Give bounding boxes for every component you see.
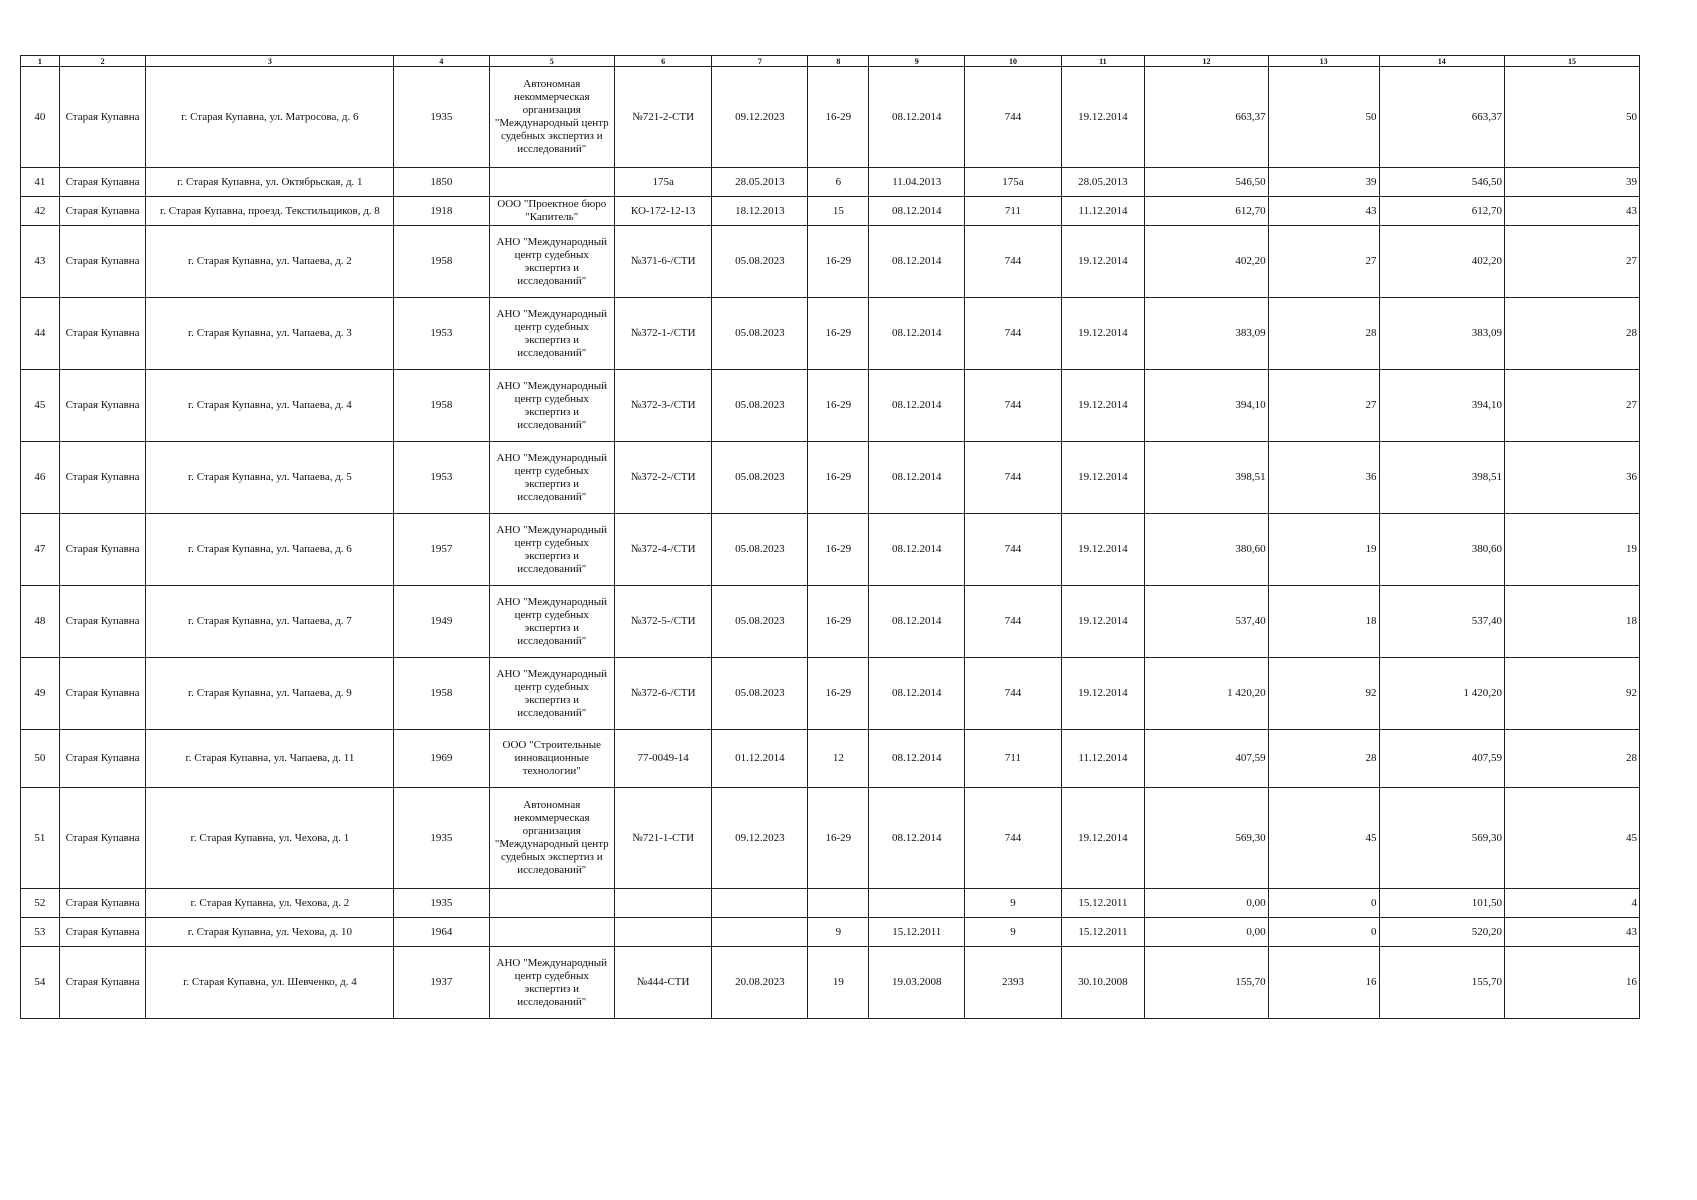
col10-cell: 744 — [965, 514, 1061, 586]
document-date-cell: 05.08.2023 — [712, 226, 808, 298]
col12-cell: 407,59 — [1145, 730, 1268, 788]
table-row — [21, 788, 1640, 889]
col10-cell: 9 — [965, 918, 1061, 947]
col11-cell: 19.12.2014 — [1061, 514, 1145, 586]
table-row — [21, 197, 1640, 226]
document-number-cell — [615, 889, 712, 918]
address-cell: г. Старая Купавна, ул. Чапаева, д. 6 — [146, 514, 394, 586]
settlement-cell: Старая Купавна — [59, 730, 146, 788]
document-date-cell: 20.08.2023 — [712, 947, 808, 1019]
settlement-cell: Старая Купавна — [59, 889, 146, 918]
col13-cell: 19 — [1268, 514, 1379, 586]
table-row — [21, 298, 1640, 370]
year-cell: 1935 — [394, 67, 489, 168]
row-number: 40 — [21, 67, 60, 168]
col14-cell: 402,20 — [1379, 226, 1505, 298]
organization-cell: АНО "Международный центр судебных экспертиз и исследований" — [489, 947, 615, 1019]
year-cell: 1958 — [394, 226, 489, 298]
col14-cell: 663,37 — [1379, 67, 1505, 168]
col12-cell: 155,70 — [1145, 947, 1268, 1019]
year-cell: 1957 — [394, 514, 489, 586]
settlement-cell: Старая Купавна — [59, 514, 146, 586]
settlement-cell: Старая Купавна — [59, 586, 146, 658]
address-cell: г. Старая Купавна, ул. Чапаева, д. 11 — [146, 730, 394, 788]
col12-cell: 546,50 — [1145, 168, 1268, 197]
document-date-cell: 05.08.2023 — [712, 658, 808, 730]
col9-cell: 11.04.2013 — [869, 168, 965, 197]
document-date-cell: 05.08.2023 — [712, 298, 808, 370]
address-cell: г. Старая Купавна, ул. Чапаева, д. 2 — [146, 226, 394, 298]
settlement-cell: Старая Купавна — [59, 370, 146, 442]
document-number-cell: 77-0049-14 — [615, 730, 712, 788]
col14-cell: 1 420,20 — [1379, 658, 1505, 730]
col14-cell: 380,60 — [1379, 514, 1505, 586]
document-number-cell: №372-6-/СТИ — [615, 658, 712, 730]
col15-cell: 27 — [1505, 226, 1640, 298]
year-cell: 1969 — [394, 730, 489, 788]
col10-cell: 744 — [965, 298, 1061, 370]
col15-cell: 27 — [1505, 370, 1640, 442]
settlement-cell: Старая Купавна — [59, 947, 146, 1019]
col14-cell: 612,70 — [1379, 197, 1505, 226]
col14-cell: 407,59 — [1379, 730, 1505, 788]
table-row — [21, 370, 1640, 442]
col12-cell: 1 420,20 — [1145, 658, 1268, 730]
col11-cell: 19.12.2014 — [1061, 586, 1145, 658]
address-cell: г. Старая Купавна, ул. Чапаева, д. 7 — [146, 586, 394, 658]
table-row — [21, 918, 1640, 947]
table-row — [21, 586, 1640, 658]
year-cell: 1949 — [394, 586, 489, 658]
col14-cell: 101,50 — [1379, 889, 1505, 918]
table-row — [21, 730, 1640, 788]
table-row — [21, 658, 1640, 730]
row-number: 41 — [21, 168, 60, 197]
table-row — [21, 889, 1640, 918]
settlement-cell: Старая Купавна — [59, 298, 146, 370]
col9-cell: 08.12.2014 — [869, 298, 965, 370]
column-number: 12 — [1145, 56, 1268, 67]
col11-cell: 11.12.2014 — [1061, 730, 1145, 788]
column-number: 1 — [21, 56, 60, 67]
col10-cell: 2393 — [965, 947, 1061, 1019]
col11-cell: 19.12.2014 — [1061, 226, 1145, 298]
settlement-cell: Старая Купавна — [59, 67, 146, 168]
document-date-cell: 28.05.2013 — [712, 168, 808, 197]
document-number-cell: №372-1-/СТИ — [615, 298, 712, 370]
row-number: 44 — [21, 298, 60, 370]
document-date-cell: 09.12.2023 — [712, 67, 808, 168]
row-number: 46 — [21, 442, 60, 514]
col13-cell: 18 — [1268, 586, 1379, 658]
address-cell: г. Старая Купавна, ул. Чехова, д. 10 — [146, 918, 394, 947]
col13-cell: 16 — [1268, 947, 1379, 1019]
organization-cell: ООО "Строительные инновационные технологии" — [489, 730, 615, 788]
table-row — [21, 442, 1640, 514]
organization-cell: АНО "Международный центр судебных экспертиз и исследований" — [489, 442, 615, 514]
col10-cell: 744 — [965, 370, 1061, 442]
year-cell: 1935 — [394, 788, 489, 889]
col10-cell: 175а — [965, 168, 1061, 197]
col11-cell: 11.12.2014 — [1061, 197, 1145, 226]
col15-cell: 43 — [1505, 197, 1640, 226]
col11-cell: 15.12.2011 — [1061, 889, 1145, 918]
row-number: 52 — [21, 889, 60, 918]
col10-cell: 744 — [965, 67, 1061, 168]
year-cell: 1918 — [394, 197, 489, 226]
year-cell: 1935 — [394, 889, 489, 918]
col14-cell: 569,30 — [1379, 788, 1505, 889]
organization-cell: АНО "Международный центр судебных экспертиз и исследований" — [489, 586, 615, 658]
col15-cell: 50 — [1505, 67, 1640, 168]
col15-cell: 39 — [1505, 168, 1640, 197]
document-date-cell: 09.12.2023 — [712, 788, 808, 889]
organization-cell: АНО "Международный центр судебных экспертиз и исследований" — [489, 658, 615, 730]
organization-cell: АНО "Международный центр судебных экспертиз и исследований" — [489, 298, 615, 370]
col8-cell: 6 — [808, 168, 869, 197]
col9-cell: 08.12.2014 — [869, 442, 965, 514]
col12-cell: 402,20 — [1145, 226, 1268, 298]
document-number-cell: №372-2-/СТИ — [615, 442, 712, 514]
col14-cell: 383,09 — [1379, 298, 1505, 370]
address-cell: г. Старая Купавна, ул. Чапаева, д. 9 — [146, 658, 394, 730]
column-number: 13 — [1268, 56, 1379, 67]
col9-cell: 08.12.2014 — [869, 370, 965, 442]
year-cell: 1850 — [394, 168, 489, 197]
table-row — [21, 168, 1640, 197]
col11-cell: 19.12.2014 — [1061, 298, 1145, 370]
col13-cell: 0 — [1268, 918, 1379, 947]
settlement-cell: Старая Купавна — [59, 788, 146, 889]
year-cell: 1958 — [394, 658, 489, 730]
col10-cell: 744 — [965, 226, 1061, 298]
organization-cell: АНО "Международный центр судебных экспертиз и исследований" — [489, 226, 615, 298]
col9-cell: 08.12.2014 — [869, 197, 965, 226]
col15-cell: 45 — [1505, 788, 1640, 889]
column-number: 9 — [869, 56, 965, 67]
address-cell: г. Старая Купавна, ул. Шевченко, д. 4 — [146, 947, 394, 1019]
col15-cell: 28 — [1505, 298, 1640, 370]
col10-cell: 744 — [965, 586, 1061, 658]
column-number: 6 — [615, 56, 712, 67]
document-number-cell: №371-6-/СТИ — [615, 226, 712, 298]
col12-cell: 383,09 — [1145, 298, 1268, 370]
organization-cell: Автономная некоммерческая организация "Международный центр судебных экспертиз и исследований" — [489, 67, 615, 168]
settlement-cell: Старая Купавна — [59, 168, 146, 197]
col13-cell: 39 — [1268, 168, 1379, 197]
col8-cell: 16-29 — [808, 370, 869, 442]
document-date-cell: 05.08.2023 — [712, 442, 808, 514]
col8-cell: 16-29 — [808, 658, 869, 730]
col13-cell: 92 — [1268, 658, 1379, 730]
col10-cell: 711 — [965, 730, 1061, 788]
organization-cell — [489, 889, 615, 918]
row-number: 47 — [21, 514, 60, 586]
col9-cell: 08.12.2014 — [869, 730, 965, 788]
column-number: 10 — [965, 56, 1061, 67]
address-cell: г. Старая Купавна, ул. Чехова, д. 2 — [146, 889, 394, 918]
document-number-cell: №444-СТИ — [615, 947, 712, 1019]
col13-cell: 43 — [1268, 197, 1379, 226]
table-row — [21, 514, 1640, 586]
year-cell: 1937 — [394, 947, 489, 1019]
settlement-cell: Старая Купавна — [59, 226, 146, 298]
col8-cell: 16-29 — [808, 298, 869, 370]
col10-cell: 744 — [965, 788, 1061, 889]
row-number: 48 — [21, 586, 60, 658]
year-cell: 1953 — [394, 298, 489, 370]
document-date-cell: 05.08.2023 — [712, 514, 808, 586]
col12-cell: 663,37 — [1145, 67, 1268, 168]
document-date-cell: 01.12.2014 — [712, 730, 808, 788]
col8-cell: 15 — [808, 197, 869, 226]
document-page — [20, 55, 1640, 1019]
col8-cell: 16-29 — [808, 442, 869, 514]
document-date-cell — [712, 889, 808, 918]
col13-cell: 50 — [1268, 67, 1379, 168]
col11-cell: 19.12.2014 — [1061, 658, 1145, 730]
year-cell: 1958 — [394, 370, 489, 442]
row-number: 53 — [21, 918, 60, 947]
year-cell: 1953 — [394, 442, 489, 514]
organization-cell: АНО "Международный центр судебных экспертиз и исследований" — [489, 370, 615, 442]
col13-cell: 36 — [1268, 442, 1379, 514]
column-number: 15 — [1505, 56, 1640, 67]
column-number: 11 — [1061, 56, 1145, 67]
col13-cell: 28 — [1268, 298, 1379, 370]
document-number-cell: №372-3-/СТИ — [615, 370, 712, 442]
document-date-cell: 05.08.2023 — [712, 586, 808, 658]
document-number-cell: 175а — [615, 168, 712, 197]
col9-cell: 15.12.2011 — [869, 918, 965, 947]
document-number-cell: №721-1-СТИ — [615, 788, 712, 889]
col13-cell: 28 — [1268, 730, 1379, 788]
col11-cell: 15.12.2011 — [1061, 918, 1145, 947]
column-number: 7 — [712, 56, 808, 67]
col10-cell: 9 — [965, 889, 1061, 918]
organization-cell — [489, 918, 615, 947]
document-date-cell — [712, 918, 808, 947]
register-table — [20, 55, 1640, 1019]
row-number: 42 — [21, 197, 60, 226]
table-body — [21, 56, 1640, 1019]
address-cell: г. Старая Купавна, ул. Чапаева, д. 4 — [146, 370, 394, 442]
col11-cell: 19.12.2014 — [1061, 442, 1145, 514]
column-number: 3 — [146, 56, 394, 67]
col12-cell: 398,51 — [1145, 442, 1268, 514]
column-number: 4 — [394, 56, 489, 67]
document-number-cell: №372-4-/СТИ — [615, 514, 712, 586]
table-row — [21, 947, 1640, 1019]
row-number: 50 — [21, 730, 60, 788]
col10-cell: 711 — [965, 197, 1061, 226]
col13-cell: 45 — [1268, 788, 1379, 889]
address-cell: г. Старая Купавна, ул. Чапаева, д. 3 — [146, 298, 394, 370]
table-row — [21, 226, 1640, 298]
col9-cell: 08.12.2014 — [869, 514, 965, 586]
organization-cell: АНО "Международный центр судебных экспертиз и исследований" — [489, 514, 615, 586]
col12-cell: 0,00 — [1145, 889, 1268, 918]
document-number-cell: №721-2-СТИ — [615, 67, 712, 168]
settlement-cell: Старая Купавна — [59, 197, 146, 226]
address-cell: г. Старая Купавна, ул. Матросова, д. 6 — [146, 67, 394, 168]
col9-cell: 19.03.2008 — [869, 947, 965, 1019]
col12-cell: 569,30 — [1145, 788, 1268, 889]
col12-cell: 537,40 — [1145, 586, 1268, 658]
col8-cell: 9 — [808, 918, 869, 947]
column-number-row — [21, 56, 1640, 67]
col8-cell: 19 — [808, 947, 869, 1019]
year-cell: 1964 — [394, 918, 489, 947]
col9-cell: 08.12.2014 — [869, 226, 965, 298]
settlement-cell: Старая Купавна — [59, 658, 146, 730]
document-number-cell — [615, 918, 712, 947]
column-number: 2 — [59, 56, 146, 67]
col9-cell: 08.12.2014 — [869, 67, 965, 168]
col15-cell: 92 — [1505, 658, 1640, 730]
col12-cell: 394,10 — [1145, 370, 1268, 442]
col9-cell: 08.12.2014 — [869, 788, 965, 889]
col11-cell: 19.12.2014 — [1061, 788, 1145, 889]
document-number-cell: КО-172-12-13 — [615, 197, 712, 226]
col15-cell: 43 — [1505, 918, 1640, 947]
col15-cell: 36 — [1505, 442, 1640, 514]
col10-cell: 744 — [965, 442, 1061, 514]
col15-cell: 28 — [1505, 730, 1640, 788]
document-date-cell: 18.12.2013 — [712, 197, 808, 226]
col13-cell: 0 — [1268, 889, 1379, 918]
document-number-cell: №372-5-/СТИ — [615, 586, 712, 658]
col8-cell: 16-29 — [808, 788, 869, 889]
column-number: 8 — [808, 56, 869, 67]
row-number: 45 — [21, 370, 60, 442]
col12-cell: 0,00 — [1145, 918, 1268, 947]
col13-cell: 27 — [1268, 226, 1379, 298]
organization-cell: Автономная некоммерческая организация "Международный центр судебных экспертиз и исследований" — [489, 788, 615, 889]
col10-cell: 744 — [965, 658, 1061, 730]
col8-cell: 16-29 — [808, 226, 869, 298]
settlement-cell: Старая Купавна — [59, 442, 146, 514]
col12-cell: 612,70 — [1145, 197, 1268, 226]
col11-cell: 19.12.2014 — [1061, 370, 1145, 442]
col14-cell: 398,51 — [1379, 442, 1505, 514]
col8-cell: 16-29 — [808, 67, 869, 168]
document-date-cell: 05.08.2023 — [712, 370, 808, 442]
col8-cell: 12 — [808, 730, 869, 788]
col11-cell: 28.05.2013 — [1061, 168, 1145, 197]
col15-cell: 19 — [1505, 514, 1640, 586]
col15-cell: 16 — [1505, 947, 1640, 1019]
address-cell: г. Старая Купавна, ул. Чехова, д. 1 — [146, 788, 394, 889]
col8-cell: 16-29 — [808, 586, 869, 658]
table-row — [21, 67, 1640, 168]
col14-cell: 520,20 — [1379, 918, 1505, 947]
col8-cell: 16-29 — [808, 514, 869, 586]
address-cell: г. Старая Купавна, ул. Чапаева, д. 5 — [146, 442, 394, 514]
row-number: 54 — [21, 947, 60, 1019]
col13-cell: 27 — [1268, 370, 1379, 442]
col14-cell: 394,10 — [1379, 370, 1505, 442]
col14-cell: 537,40 — [1379, 586, 1505, 658]
settlement-cell: Старая Купавна — [59, 918, 146, 947]
row-number: 49 — [21, 658, 60, 730]
col15-cell: 4 — [1505, 889, 1640, 918]
col12-cell: 380,60 — [1145, 514, 1268, 586]
address-cell: г. Старая Купавна, проезд. Текстильщиков, д. 8 — [146, 197, 394, 226]
row-number: 43 — [21, 226, 60, 298]
col11-cell: 19.12.2014 — [1061, 67, 1145, 168]
col8-cell — [808, 889, 869, 918]
column-number: 5 — [489, 56, 615, 67]
address-cell: г. Старая Купавна, ул. Октябрьская, д. 1 — [146, 168, 394, 197]
col9-cell: 08.12.2014 — [869, 586, 965, 658]
col14-cell: 155,70 — [1379, 947, 1505, 1019]
col15-cell: 18 — [1505, 586, 1640, 658]
col11-cell: 30.10.2008 — [1061, 947, 1145, 1019]
col9-cell: 08.12.2014 — [869, 658, 965, 730]
organization-cell: ООО "Проектное бюро "Капитель" — [489, 197, 615, 226]
column-number: 14 — [1379, 56, 1505, 67]
row-number: 51 — [21, 788, 60, 889]
organization-cell — [489, 168, 615, 197]
col9-cell — [869, 889, 965, 918]
col14-cell: 546,50 — [1379, 168, 1505, 197]
